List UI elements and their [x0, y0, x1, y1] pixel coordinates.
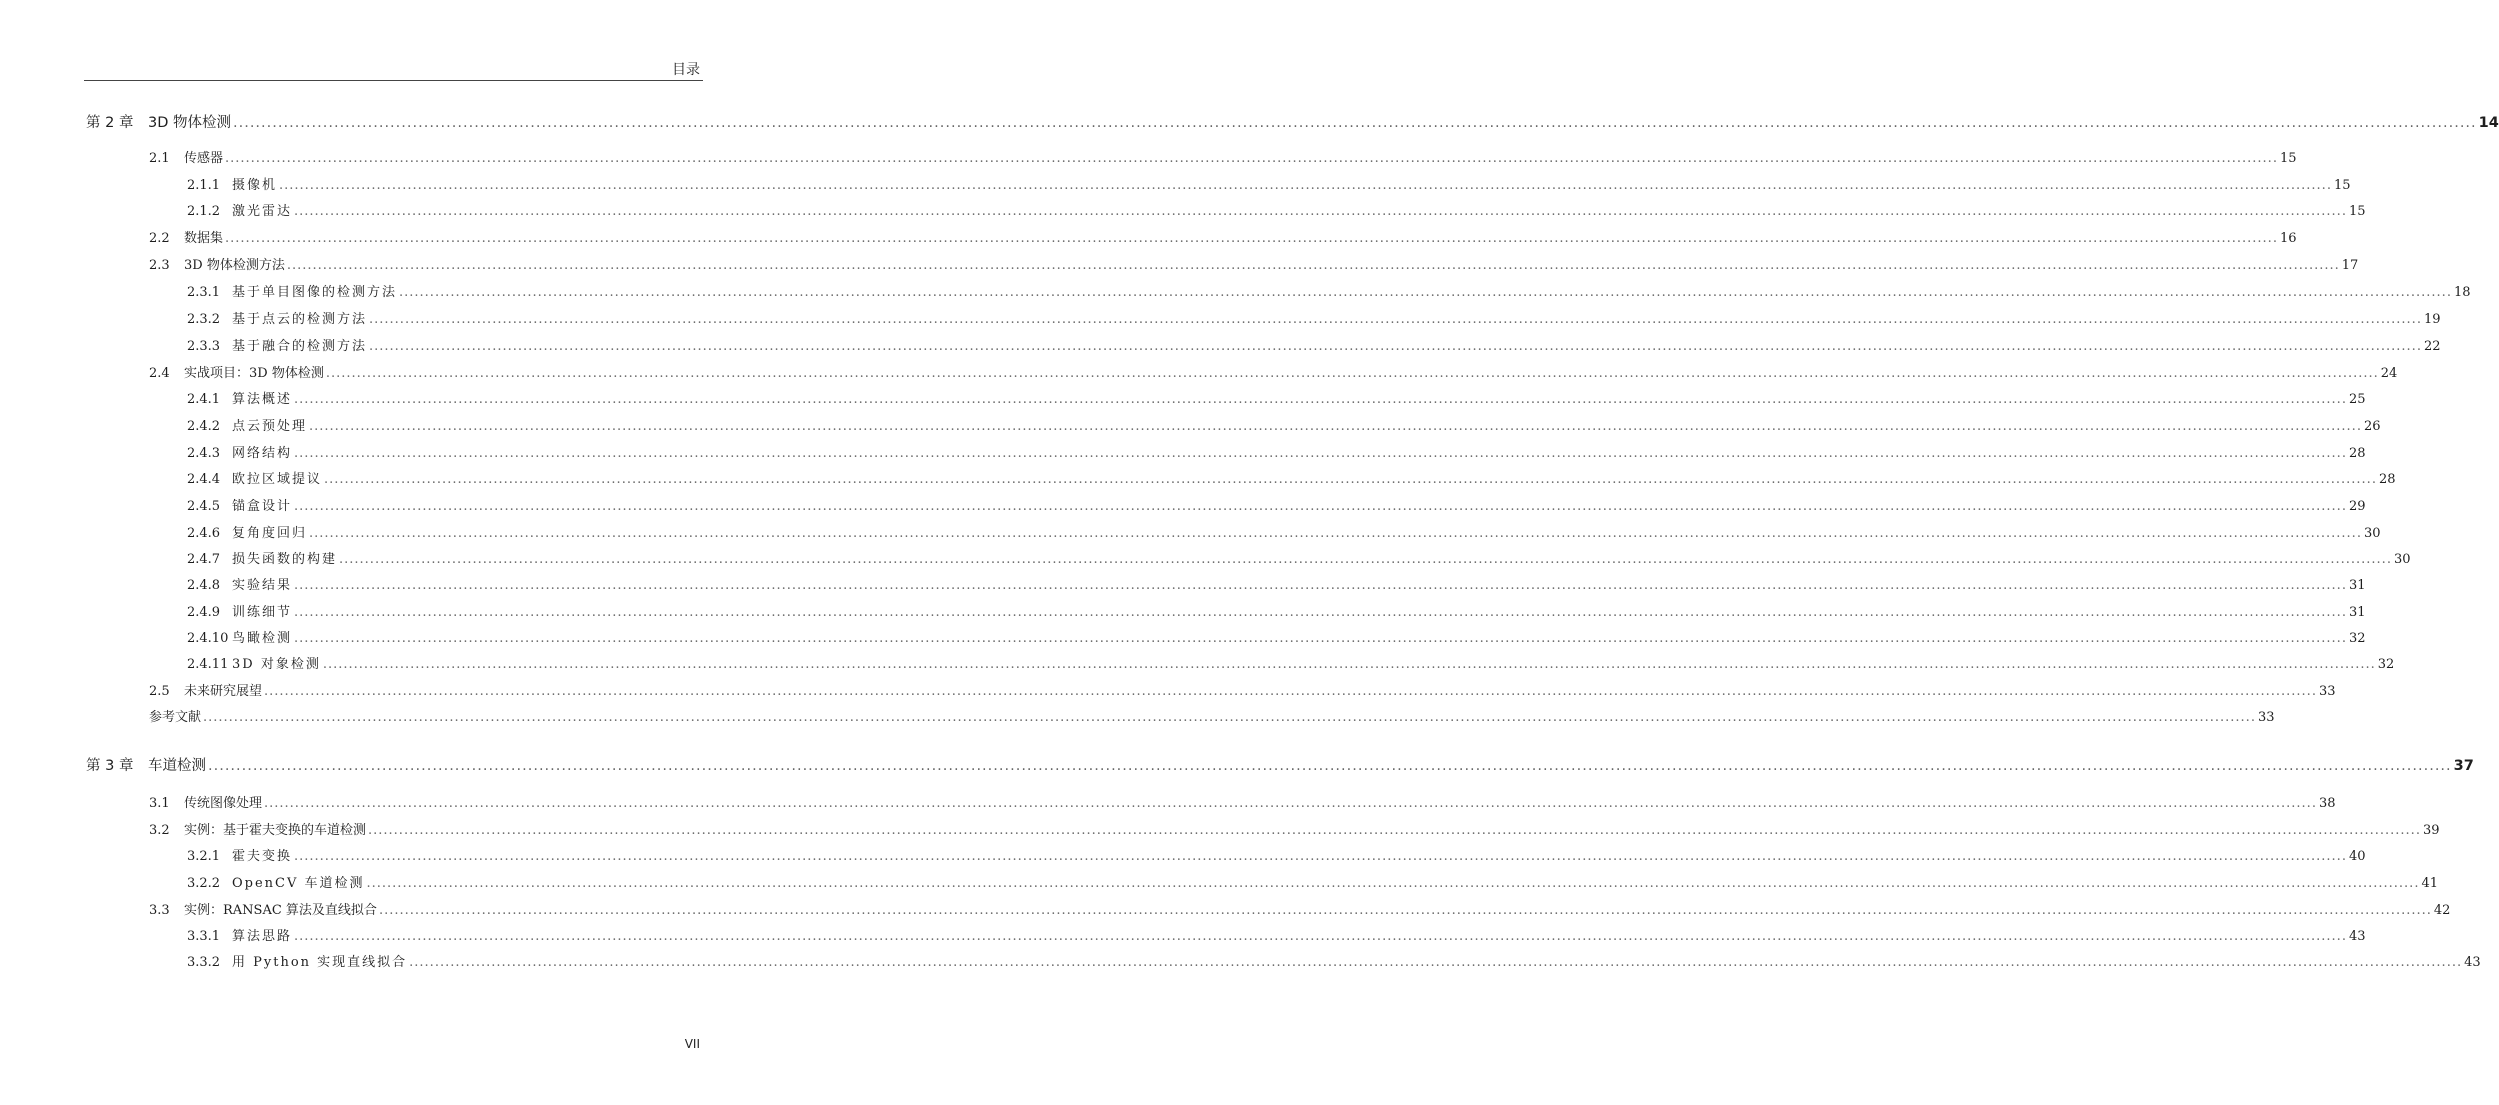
dot-leader: ................................................................................................................................................................................................................................................................................................................................................................................................................: [225, 151, 2278, 166]
toc-entry-title: 基于点云的检测方法: [232, 312, 368, 327]
toc-entry-title: 网络结构: [232, 446, 293, 461]
dot-leader: ................................................................................................................................................................................................................................................................................................................................................................................................................: [294, 849, 2347, 864]
dot-leader: ................................................................................................................................................................................................................................................................................................................................................................................................................: [225, 231, 2278, 246]
toc-entry-title: 基于单目图像的检测方法: [232, 285, 398, 300]
toc-section-entry[interactable]: [149, 796, 2336, 812]
toc-entry-title: 3D 物体检测: [148, 115, 231, 131]
toc-entry-page-number: 41: [2421, 876, 2438, 891]
toc-entry-number: 3.2: [149, 823, 170, 838]
toc-subsection-entry[interactable]: [187, 472, 2396, 488]
toc-subsection-entry[interactable]: [187, 929, 2366, 945]
toc-subsection-entry[interactable]: [187, 849, 2366, 865]
toc-section-entry[interactable]: [149, 710, 2275, 726]
toc-entry-number: 2.4: [149, 366, 170, 381]
toc-entry-title: 锚盒设计: [232, 499, 293, 514]
dot-leader: ................................................................................................................................................................................................................................................................................................................................................................................................................: [203, 710, 2256, 725]
toc-entry-page-number: 30: [2363, 526, 2381, 541]
toc-section-entry[interactable]: [149, 684, 2336, 700]
dot-leader: ................................................................................................................................................................................................................................................................................................................................................................................................................: [369, 312, 2422, 327]
toc-entry-page-number: 19: [2423, 312, 2441, 327]
dot-leader: ................................................................................................................................................................................................................................................................................................................................................................................................................: [322, 657, 2376, 672]
dot-leader: ................................................................................................................................................................................................................................................................................................................................................................................................................: [294, 204, 2347, 219]
toc-entry-title: 欧拉区域提议: [232, 472, 323, 487]
toc-entry-title: 点云预处理: [232, 419, 308, 434]
toc-entry-title: 鸟瞰检测: [232, 631, 293, 646]
toc-entry-title: 算法概述: [232, 392, 293, 407]
toc-entry-title: 训练细节: [232, 605, 293, 620]
toc-entry-number: 2.4.6: [187, 526, 221, 541]
toc-entry-number: 第 2 章: [86, 115, 134, 131]
toc-subsection-entry[interactable]: [187, 657, 2395, 673]
dot-leader: ................................................................................................................................................................................................................................................................................................................................................................................................................: [294, 446, 2347, 461]
toc-entry-number: 2.1.1: [187, 178, 221, 193]
toc-entry-number: 2.4.10: [187, 631, 229, 646]
toc-entry-title: 算法思路: [232, 929, 293, 944]
toc-subsection-entry[interactable]: [187, 446, 2366, 462]
toc-entry-title: 参考文献: [149, 710, 202, 725]
toc-entry-page-number: 15: [2333, 178, 2351, 193]
toc-entry-page-number: 15: [2279, 151, 2297, 166]
dot-leader: ................................................................................................................................................................................................................................................................................................................................................................................................................: [309, 526, 2362, 541]
dot-leader: ................................................................................................................................................................................................................................................................................................................................................................................................................: [294, 578, 2347, 593]
toc-entry-number: 2.4.9: [187, 605, 221, 620]
toc-subsection-entry[interactable]: [187, 876, 2438, 892]
dot-leader: ................................................................................................................................................................................................................................................................................................................................................................................................................: [324, 472, 2377, 487]
toc-entry-page-number: 33: [2257, 710, 2275, 725]
dot-leader: ................................................................................................................................................................................................................................................................................................................................................................................................................: [286, 258, 2340, 273]
toc-entry-page-number: 22: [2423, 339, 2441, 354]
toc-entry-title: 传统图像处理: [184, 796, 263, 811]
toc-entry-page-number: 43: [2348, 929, 2366, 944]
toc-section-entry[interactable]: [149, 903, 2451, 919]
toc-entry-page-number: 43: [2464, 955, 2481, 970]
toc-subsection-entry[interactable]: [187, 526, 2381, 542]
toc-entry-title: OpenCV 车道检测: [232, 876, 365, 891]
toc-subsection-entry[interactable]: [187, 499, 2366, 515]
toc-subsection-entry[interactable]: [187, 552, 2411, 568]
toc-section-entry[interactable]: [149, 258, 2359, 274]
toc-entry-number: 3.3: [149, 903, 170, 918]
toc-entry-number: 2.4.7: [187, 552, 221, 567]
toc-subsection-entry[interactable]: [187, 392, 2366, 408]
toc-entry-page-number: 31: [2348, 605, 2366, 620]
toc-entry-number: 2.3.1: [187, 285, 221, 300]
toc-entry-number: 2.4.11: [187, 657, 229, 672]
toc-entry-page-number: 17: [2341, 258, 2359, 273]
dot-leader: ................................................................................................................................................................................................................................................................................................................................................................................................................: [378, 903, 2432, 918]
toc-entry-number: 2.5: [149, 684, 170, 699]
toc-subsection-entry[interactable]: [187, 285, 2471, 301]
dot-leader: ................................................................................................................................................................................................................................................................................................................................................................................................................: [294, 392, 2347, 407]
dot-leader: ................................................................................................................................................................................................................................................................................................................................................................................................................: [325, 366, 2379, 381]
toc-entry-title: 损失函数的构建: [232, 552, 338, 567]
dot-leader: ................................................................................................................................................................................................................................................................................................................................................................................................................: [339, 552, 2392, 567]
toc-entry-title: 数据集: [184, 231, 224, 246]
toc-entry-number: 3.1: [149, 796, 170, 811]
toc-entry-page-number: 18: [2453, 285, 2471, 300]
toc-entry-number: 3.2.1: [187, 849, 221, 864]
toc-entry-title: 传感器: [184, 151, 224, 166]
toc-entry-number: 2.2: [149, 231, 170, 246]
toc-entry-number: 2.4.2: [187, 419, 221, 434]
toc-entry-title: 用 Python 实现直线拟合: [232, 955, 408, 970]
toc-subsection-entry[interactable]: [187, 178, 2351, 194]
dot-leader: ................................................................................................................................................................................................................................................................................................................................................................................................................: [368, 823, 2421, 838]
toc-entry-title: 实验结果: [232, 578, 293, 593]
toc-subsection-entry[interactable]: [187, 631, 2366, 647]
toc-entry-number: 2.3.3: [187, 339, 221, 354]
toc-section-entry[interactable]: [149, 151, 2297, 167]
toc-entry-page-number: 16: [2279, 231, 2297, 246]
toc-entry-page-number: 40: [2348, 849, 2366, 864]
dot-leader: ................................................................................................................................................................................................................................................................................................................................................................................................................: [294, 929, 2347, 944]
dot-leader: ................................................................................................................................................................................................................................................................................................................................................................................................................: [279, 178, 2332, 193]
running-head: 目录: [672, 62, 700, 78]
dot-leader: ................................................................................................................................................................................................................................................................................................................................................................................................................: [409, 955, 2463, 970]
toc-subsection-entry[interactable]: [187, 605, 2366, 621]
toc-subsection-entry[interactable]: [187, 419, 2381, 435]
dot-leader: ................................................................................................................................................................................................................................................................................................................................................................................................................: [264, 684, 2317, 699]
toc-entry-page-number: 39: [2422, 823, 2440, 838]
toc-entry-page-number: 28: [2348, 446, 2366, 461]
toc-entry-title: 3D 对象检测: [232, 657, 321, 672]
toc-subsection-entry[interactable]: [187, 578, 2366, 594]
toc-entry-number: 2.4.4: [187, 472, 221, 487]
dot-leader: ................................................................................................................................................................................................................................................................................................................................................................................................................: [399, 285, 2452, 300]
toc-entry-title: 3D 物体检测方法: [184, 258, 285, 273]
toc-entry-page-number: 28: [2378, 472, 2396, 487]
toc-entry-number: 2.3: [149, 258, 170, 273]
toc-chapter-entry[interactable]: [86, 758, 2474, 774]
toc-entry-page-number: 25: [2348, 392, 2366, 407]
toc-entry-title: 摄像机: [232, 178, 278, 193]
toc-entry-number: 2.3.2: [187, 312, 221, 327]
toc-entry-number: 2.4.5: [187, 499, 221, 514]
toc-section-entry[interactable]: [149, 366, 2398, 382]
toc-entry-page-number: 33: [2318, 684, 2336, 699]
toc-entry-title: 复角度回归: [232, 526, 308, 541]
toc-entry-title: 实例：基于霍夫变换的车道检测: [184, 823, 367, 838]
toc-entry-title: 未来研究展望: [184, 684, 263, 699]
dot-leader: ................................................................................................................................................................................................................................................................................................................................................................................................................: [309, 419, 2362, 434]
toc-subsection-entry[interactable]: [187, 955, 2481, 971]
dot-leader: ................................................................................................................................................................................................................................................................................................................................................................................................................: [208, 758, 2452, 774]
toc-entry-number: 2.4.8: [187, 578, 221, 593]
toc-entry-page-number: 30: [2393, 552, 2411, 567]
toc-entry-title: 实战项目：3D 物体检测: [184, 366, 324, 381]
toc-entry-page-number: 32: [2377, 657, 2395, 672]
toc-entry-title: 霍夫变换: [232, 849, 293, 864]
toc-entry-page-number: 42: [2433, 903, 2451, 918]
dot-leader: ................................................................................................................................................................................................................................................................................................................................................................................................................: [294, 499, 2347, 514]
toc-entry-page-number: 31: [2348, 578, 2366, 593]
toc-entry-number: 2.4.1: [187, 392, 221, 407]
toc-entry-page-number: 32: [2348, 631, 2366, 646]
toc-entry-page-number: 38: [2318, 796, 2336, 811]
toc-entry-number: 3.3.1: [187, 929, 221, 944]
dot-leader: ................................................................................................................................................................................................................................................................................................................................................................................................................: [294, 605, 2347, 620]
toc-entry-page-number: 37: [2453, 758, 2474, 774]
toc-entry-title: 车道检测: [148, 758, 206, 774]
toc-subsection-entry[interactable]: [187, 312, 2441, 328]
toc-entry-number: 2.1.2: [187, 204, 221, 219]
toc-entry-number: 第 3 章: [86, 758, 134, 774]
header-rule: [84, 80, 703, 81]
toc-chapter-entry[interactable]: [86, 115, 2499, 131]
toc-entry-page-number: 14: [2478, 115, 2499, 131]
toc-subsection-entry[interactable]: [187, 204, 2366, 220]
dot-leader: ................................................................................................................................................................................................................................................................................................................................................................................................................: [264, 796, 2317, 811]
toc-subsection-entry[interactable]: [187, 339, 2441, 355]
toc-entry-number: 3.3.2: [187, 955, 221, 970]
toc-entry-page-number: 29: [2348, 499, 2366, 514]
toc-entry-title: 实例：RANSAC 算法及直线拟合: [184, 903, 377, 918]
dot-leader: ................................................................................................................................................................................................................................................................................................................................................................................................................: [369, 339, 2422, 354]
toc-entry-page-number: 24: [2380, 366, 2398, 381]
toc-entry-page-number: 15: [2348, 204, 2366, 219]
toc-entry-title: 基于融合的检测方法: [232, 339, 368, 354]
toc-section-entry[interactable]: [149, 231, 2297, 247]
toc-entry-page-number: 26: [2363, 419, 2381, 434]
toc-entry-number: 2.1: [149, 151, 170, 166]
toc-entry-number: 3.2.2: [187, 876, 221, 891]
toc-entry-number: 2.4.3: [187, 446, 221, 461]
toc-entry-title: 激光雷达: [232, 204, 293, 219]
toc-section-entry[interactable]: [149, 823, 2440, 839]
dot-leader: ................................................................................................................................................................................................................................................................................................................................................................................................................: [233, 115, 2477, 131]
dot-leader: ................................................................................................................................................................................................................................................................................................................................................................................................................: [366, 876, 2420, 891]
dot-leader: ................................................................................................................................................................................................................................................................................................................................................................................................................: [294, 631, 2347, 646]
page-folio: VII: [684, 1037, 700, 1051]
